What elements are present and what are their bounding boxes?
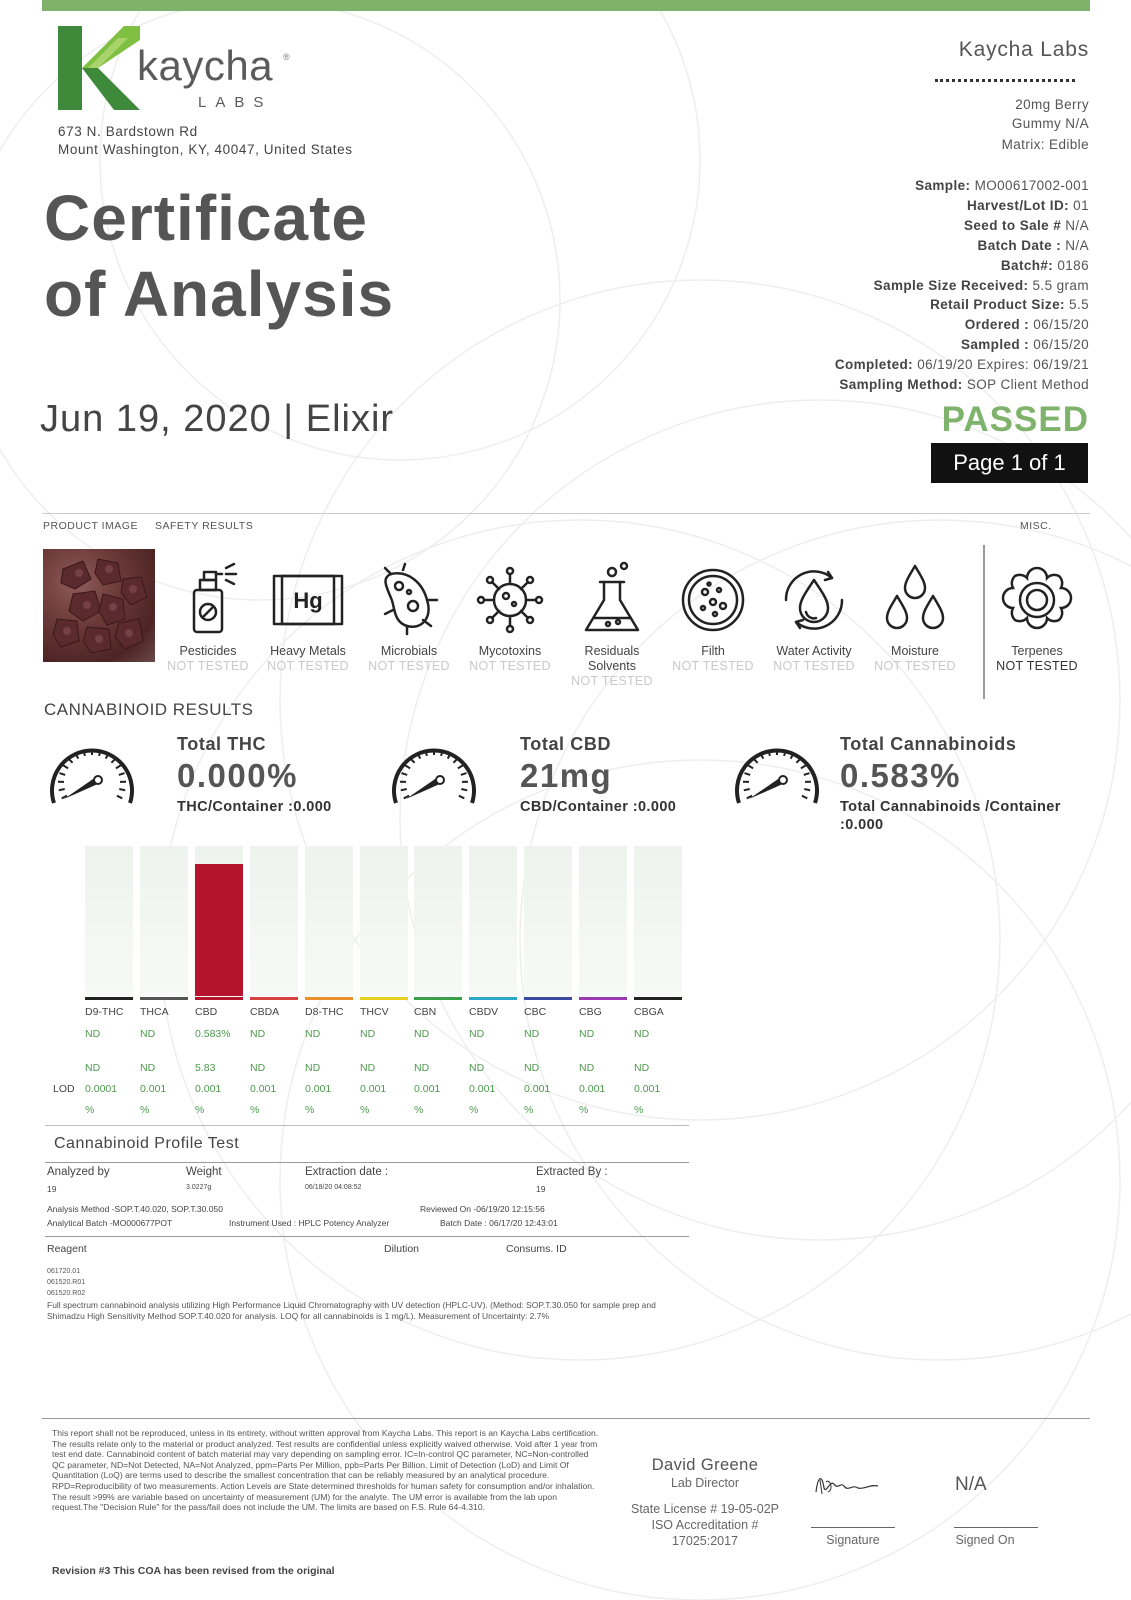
lab-name: Kaycha Labs (958, 38, 1089, 61)
signature-line (811, 1527, 895, 1528)
safety-item (460, 560, 560, 674)
safety-item (258, 560, 358, 674)
safety-label: Mycotoxins (478, 644, 542, 658)
signed-on-label: Signed On (955, 1533, 1015, 1547)
bar-baseline (469, 997, 517, 1000)
result-mg-cell: ND (250, 1062, 266, 1074)
extraction-date-label: Extraction date : (305, 1166, 389, 1178)
safety-label: Microbials (380, 644, 438, 658)
weight-value: 3.0227g (186, 1184, 212, 1191)
analysis-method: Analysis Method -SOP.T.40.020, SOP.T.30.050 (47, 1204, 223, 1214)
signed-on-line (954, 1527, 1038, 1528)
result-percent-cell: ND (140, 1028, 156, 1040)
bar-column (524, 846, 572, 996)
reagent-item: 061720.01 (47, 1268, 81, 1275)
water-drop-cycle-icon (774, 560, 854, 640)
tick-label: CBC (524, 1006, 547, 1018)
lod-cell: 0.001 (250, 1083, 277, 1095)
sample-info-label: Seed to Sale # (963, 218, 1062, 233)
sample-info-value: 5.5 gram (1032, 278, 1089, 293)
tick-label: CBDA (250, 1006, 280, 1018)
divider (42, 1418, 1090, 1419)
lod-cell: 0.001 (195, 1083, 222, 1095)
lod-cell: 0.001 (524, 1083, 551, 1095)
misc-status: NOT TESTED (996, 659, 1078, 673)
reviewed-on: Reviewed On -06/19/20 12:15:56 (420, 1204, 545, 1214)
sample-info-row (835, 357, 1089, 372)
misc-label: Terpenes (1011, 644, 1063, 658)
method-note: Full spectrum cannabinoid analysis utilizing High Performance Liquid Chromatography with UV detection (HPLC-UV). (Method: SOP.T.30.050 for sample prep and Shimadzu High Sensitivity Method SOP.T.40.020 for analysis. LOQ for all cannabinoids is 1 mg/L). Measurement of Uncertainty: 2.7% (47, 1300, 656, 1321)
sample-info-label: Batch Date : (977, 238, 1062, 253)
result-mg-cell: ND (524, 1062, 540, 1074)
pesticide-sprayer-icon (168, 560, 248, 640)
result-percent-cell: ND (360, 1028, 376, 1040)
sample-info-label: Retail Product Size: (930, 297, 1065, 312)
page-title (44, 180, 394, 332)
sample-info-label: Sample Size Received: (873, 278, 1029, 293)
bar-column (250, 846, 298, 996)
gauge-subtext: THC/Container :0.000 (177, 799, 332, 815)
bar-baseline (414, 997, 462, 1000)
unit-cell: % (360, 1104, 370, 1116)
heavy-metals-hg-icon (268, 560, 348, 640)
director-title: Lab Director (670, 1476, 740, 1490)
result-mg-cell: 5.83 (195, 1062, 216, 1074)
bar-column (305, 846, 353, 996)
product-line-2: Gummy N/A (1011, 116, 1089, 131)
lod-cell: 0.0001 (85, 1083, 118, 1095)
unit-cell: % (414, 1104, 424, 1116)
iso-line-1: ISO Accreditation # (651, 1518, 759, 1532)
gauge-subtext: Total Cannabinoids /Container :0.000 (840, 799, 1061, 833)
sample-info-label: Batch#: (1000, 258, 1054, 273)
signature-label: Signature (826, 1533, 880, 1547)
bar-baseline (85, 997, 133, 1000)
safety-status: NOT TESTED (773, 659, 855, 673)
lod-cell: 0.001 (469, 1083, 496, 1095)
signature-image (812, 1470, 882, 1500)
batch-date: Batch Date : 06/17/20 12:43:01 (440, 1218, 558, 1228)
safety-item (764, 560, 864, 674)
unit-cell: % (634, 1104, 644, 1116)
unit-cell: % (579, 1104, 589, 1116)
signed-on-value: N/A (955, 1474, 987, 1495)
product-line-1: 20mg Berry (1015, 97, 1089, 112)
sample-info-value: N/A (1065, 238, 1089, 253)
reagent-item: 061520.R01 (47, 1279, 86, 1286)
tick-label: CBG (579, 1006, 602, 1018)
safety-status: NOT TESTED (672, 659, 754, 673)
virus-icon (470, 560, 550, 640)
iso-line-2: 17025:2017 (671, 1534, 739, 1548)
misc-divider (983, 545, 985, 699)
analytical-batch: Analytical Batch -MO000677POT (47, 1218, 173, 1228)
sample-info-value: N/A (1065, 218, 1089, 233)
page-indicator: Page 1 of 1 (931, 443, 1088, 483)
tick-label: CBDV (469, 1006, 499, 1018)
unit-cell: % (524, 1104, 534, 1116)
dilution-label: Dilution (384, 1243, 420, 1255)
sample-info-value: SOP Client Method (966, 377, 1089, 392)
product-image (43, 549, 155, 662)
misc-item-terpenes (987, 560, 1087, 674)
sample-info-value: 06/15/20 (1033, 317, 1089, 332)
lod-cell: 0.001 (579, 1083, 606, 1095)
safety-item (359, 560, 459, 674)
registered-mark-icon: ® (283, 52, 290, 62)
safety-item (158, 560, 258, 674)
safety-status: NOT TESTED (874, 659, 956, 673)
sample-info-value: 06/15/20 (1033, 337, 1089, 352)
safety-item (865, 560, 965, 674)
svg-text:Hg: Hg (293, 588, 323, 613)
sample-info-row (839, 377, 1089, 392)
safety-label: Moisture (891, 644, 939, 658)
divider (45, 1125, 689, 1126)
reagent-label: Reagent (47, 1243, 87, 1255)
gauge-value: 0.000% (177, 757, 298, 794)
sample-info-label: Harvest/Lot ID: (966, 198, 1070, 213)
reagent-list (47, 1266, 85, 1299)
lod-cell: 0.001 (140, 1083, 167, 1095)
divider (45, 1236, 689, 1237)
bar-column (140, 846, 188, 996)
sample-info-row (965, 317, 1089, 332)
gummies-image (43, 549, 155, 662)
address-line-2: Mount Washington, KY, 40047, United States (58, 142, 353, 157)
safety-label: Filth (701, 644, 725, 658)
result-percent-cell: ND (305, 1028, 321, 1040)
gauge-dial-icon (44, 733, 140, 829)
safety-status: NOT TESTED (469, 659, 551, 673)
extracted-by-label: Extracted By : (536, 1166, 608, 1178)
sample-info-row (964, 218, 1089, 233)
sample-info-label: Completed: (834, 357, 914, 372)
gauge-title: Total Cannabinoids (840, 734, 1017, 754)
gauge-value: 21mg (520, 757, 613, 794)
sample-info-row (874, 278, 1089, 293)
gauge-subtext: CBD/Container :0.000 (520, 799, 677, 815)
result-percent-cell: 0.583% (195, 1028, 231, 1040)
lod-label: LOD (53, 1083, 75, 1095)
sample-info-row (978, 238, 1089, 253)
title-line-1: Certificate (44, 182, 368, 254)
tick-label: D8-THC (305, 1006, 344, 1018)
profile-title: Cannabinoid Profile Test (54, 1135, 240, 1152)
reagent-item: 061520.R02 (47, 1290, 86, 1297)
safety-item (562, 560, 662, 689)
sample-info-label: Sampling Method: (839, 377, 963, 392)
unit-cell: % (305, 1104, 315, 1116)
section-label-product-image: PRODUCT IMAGE (43, 520, 138, 532)
top-accent-bar (42, 0, 1090, 11)
bar (195, 864, 243, 997)
matrix: Matrix: Edible (1001, 137, 1089, 152)
result-percent-cell: ND (524, 1028, 540, 1040)
safety-status: NOT TESTED (167, 659, 249, 673)
analyzed-by-label: Analyzed by (47, 1166, 110, 1178)
unit-cell: % (250, 1104, 260, 1116)
result-mg-cell: ND (140, 1062, 156, 1074)
section-label-misc: MISC. (1020, 520, 1052, 532)
lod-cell: 0.001 (305, 1083, 332, 1095)
disclaimer-text: This report shall not be reproduced, unless in its entirety, without written approval from Kaycha Labs. This report is an Kaycha Labs certification. The results relate only to the material or product analyzed. Test results are confidential unless explicitly waived otherwise. Void after 1 year from test end date. Cannabinoid content of batch material may vary depending on sampling error. IC=In-control QC parameter, NC=Non-controlled QC parameter, ND=Not Detected, NA=Not Analyzed, ppm=Parts Per Million, ppb=Parts Per Billion. Limit of Detection (LoD) and Limit Of Quantitation (LoQ) are terms used to describe the smallest concentration that can be reliably measured by an analytical procedure. RPD=Reproducibility of two measurements. Action Levels are State determined thresholds for human safety for consumption and/or inhalation. The result >99% are variable based on uncertainty of measurement (UM) for the analyte. The UM error is available from the lab upon request.The "Decision Rule" for the pass/fail does not include the UM. The limits are based on F.S. Rule 64-4.310. (52, 1428, 599, 1513)
bar-column (360, 846, 408, 996)
sample-info-row (930, 297, 1089, 312)
safety-label: Water Activity (776, 644, 852, 658)
tick-label: CBGA (634, 1006, 664, 1018)
petri-dish-icon (673, 560, 753, 640)
extraction-date-value: 06/18/20 04:08:52 (305, 1184, 362, 1191)
bar-baseline (140, 997, 188, 1000)
tick-label: CBN (414, 1006, 437, 1018)
tick-label: D9-THC (85, 1006, 124, 1018)
bar-column (579, 846, 627, 996)
cannabinoid-heading: CANNABINOID RESULTS (44, 700, 254, 719)
unit-cell: % (195, 1104, 205, 1116)
result-mg-cell: ND (634, 1062, 650, 1074)
result-mg-cell: ND (579, 1062, 595, 1074)
safety-item (663, 560, 763, 674)
result-percent-cell: ND (414, 1028, 430, 1040)
bar-baseline (195, 997, 243, 1000)
gauge-title: Total THC (177, 734, 267, 754)
sample-info-row (1001, 258, 1089, 273)
tick-label: CBD (195, 1006, 218, 1018)
unit-cell: % (85, 1104, 95, 1116)
gauge-value: 0.583% (840, 757, 961, 794)
sample-info-value: 0186 (1057, 258, 1089, 273)
sample-info-label: Sample: (915, 178, 971, 193)
safety-status: NOT TESTED (267, 659, 349, 673)
sample-info-label: Ordered : (964, 317, 1030, 332)
lod-cell: 0.001 (634, 1083, 661, 1095)
unit-cell: % (469, 1104, 479, 1116)
divider (42, 513, 1090, 514)
result-mg-cell: ND (305, 1062, 321, 1074)
sample-info-label: Sampled : (960, 337, 1030, 352)
bar-baseline (579, 997, 627, 1000)
flask-icon (572, 560, 652, 640)
result-mg-cell: ND (360, 1062, 376, 1074)
gauge-dial-icon (386, 733, 482, 829)
sample-info-value: 01 (1073, 198, 1089, 213)
tick-label: THCA (140, 1006, 169, 1018)
date-product-line: Jun 19, 2020 | Elixir (40, 398, 395, 440)
safety-label: Pesticides (179, 644, 237, 658)
result-percent-cell: ND (579, 1028, 595, 1040)
bar-column (469, 846, 517, 996)
safety-status: NOT TESTED (368, 659, 450, 673)
gauge-title: Total CBD (520, 734, 612, 754)
safety-label: Residuals Solvents (584, 644, 640, 673)
lod-cell: 0.001 (360, 1083, 387, 1095)
brand-sub: LABS (198, 94, 273, 111)
address-line-1: 673 N. Bardstown Rd (58, 124, 198, 139)
brand-name: kaycha (137, 42, 274, 89)
result-mg-cell: ND (414, 1062, 430, 1074)
gauge-dial-icon (729, 733, 825, 829)
bar-column (85, 846, 133, 996)
result-mg-cell: ND (85, 1062, 101, 1074)
lod-cell: 0.001 (414, 1083, 441, 1095)
safety-label: Heavy Metals (270, 644, 346, 658)
director-name: David Greene (651, 1456, 759, 1474)
result-percent-cell: ND (85, 1028, 101, 1040)
dotted-divider (935, 79, 1075, 82)
result-percent-cell: ND (469, 1028, 485, 1040)
result-mg-cell: ND (469, 1062, 485, 1074)
sample-info-row (967, 198, 1089, 213)
section-label-safety-results: SAFETY RESULTS (155, 520, 254, 532)
sample-info-value: 5.5 (1069, 297, 1089, 312)
sample-info-value: 06/19/20 Expires: 06/19/21 (917, 357, 1089, 372)
droplets-icon (875, 560, 955, 640)
bar-baseline (524, 997, 572, 1000)
bar-column (195, 846, 243, 996)
analyzed-by-value: 19 (47, 1184, 57, 1194)
title-line-2: of Analysis (44, 258, 395, 330)
instrument-used: Instrument Used : HPLC Potency Analyzer (229, 1218, 390, 1228)
status-badge: PASSED (941, 400, 1089, 439)
bar-column (634, 846, 682, 996)
microbe-icon (369, 560, 449, 640)
flower-icon (997, 560, 1077, 640)
extracted-by-value: 19 (536, 1184, 546, 1194)
bar-baseline (634, 997, 682, 1000)
kaycha-logo-icon (58, 26, 140, 110)
result-percent-cell: ND (250, 1028, 266, 1040)
unit-cell: % (140, 1104, 150, 1116)
sample-info-row (915, 178, 1089, 193)
state-license: State License # 19-05-02P (630, 1502, 780, 1516)
sample-info-value: MO00617002-001 (974, 178, 1089, 193)
result-percent-cell: ND (634, 1028, 650, 1040)
safety-status: NOT TESTED (571, 674, 653, 688)
revision-note: Revision #3 This COA has been revised from the original (52, 1565, 335, 1577)
tick-label: THCV (360, 1006, 389, 1018)
divider (45, 1162, 689, 1163)
sample-info-row (961, 337, 1089, 352)
bar-baseline (305, 997, 353, 1000)
weight-label: Weight (186, 1166, 222, 1178)
bar-baseline (360, 997, 408, 1000)
bar-baseline (250, 997, 298, 1000)
consums-label: Consums. ID (506, 1243, 567, 1255)
director-block (615, 1456, 795, 1549)
bar-column (414, 846, 462, 996)
